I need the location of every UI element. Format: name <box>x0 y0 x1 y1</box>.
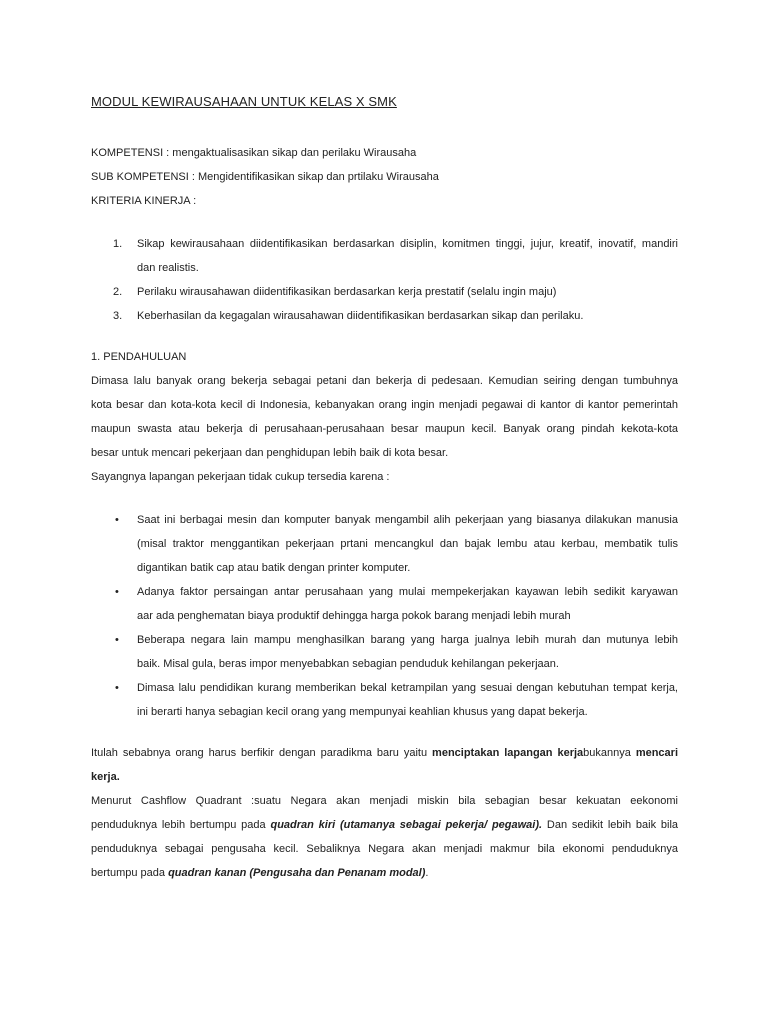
bullet-text: digantikan batik cap atau batik dengan printer komputer. <box>137 562 411 574</box>
emphasis-text: mencari <box>635 747 678 759</box>
cashflow-line: penduduknya sebagai pengusaha kecil. Sebaliknya Negara akan menjadi makmur bila ekonomi penduduknya <box>91 843 678 855</box>
section-heading: 1. PENDAHULUAN <box>91 351 187 363</box>
kriteria-kinerja-line: KRITERIA KINERJA : <box>91 195 197 207</box>
bullet-icon: • <box>115 634 119 646</box>
bullet-text: Saat ini berbagai mesin dan komputer banyak mengambil alih pekerjaan yang biasanya dilakukan manusia <box>137 514 678 526</box>
criteria-item-text: Keberhasilan da kegagalan wirausahawan diidentifikasikan berdasarkan sikap dan perilaku. <box>137 310 584 322</box>
sub-kompetensi-line: SUB KOMPETENSI : Mengidentifikasikan sikap dan prtilaku Wirausaha <box>91 171 439 183</box>
bullet-icon: • <box>115 586 119 598</box>
cashflow-line: Menurut Cashflow Quadrant :suatu Negara akan menjadi miskin bila sebagian besar kekuatan eekonomi <box>91 795 678 807</box>
kompetensi-line: KOMPETENSI : mengaktualisasikan sikap dan perilaku Wirausaha <box>91 147 417 159</box>
cashflow-text: penduduknya lebih bertumpu pada <box>91 819 271 831</box>
bullet-text: Adanya faktor persaingan antar perusahaan yang mulai mempekerjakan kayawan lebih sedikit karyawan <box>137 586 678 598</box>
cashflow-text: . <box>425 867 429 879</box>
emphasis-text: kerja. <box>91 771 120 783</box>
document-title: MODUL KEWIRAUSAHAAN UNTUK KELAS X SMK <box>91 94 397 109</box>
criteria-number: 3. <box>113 310 123 322</box>
criteria-number: 2. <box>113 286 123 298</box>
bullet-icon: • <box>115 682 119 694</box>
cashflow-text: Dan sedikit lebih baik bila <box>542 819 678 831</box>
bullet-text: Beberapa negara lain mampu menghasilkan barang yang harga jualnya lebih murah dan mutunya lebih <box>137 634 678 646</box>
criteria-item-text-continued: dan realistis. <box>137 262 199 274</box>
paragraph-line: maupun swasta atau bekerja di perusahaan-perusahaan besar maupun kecil. Banyak orang pindah kekota-kota <box>91 423 678 435</box>
bullet-icon: • <box>115 514 119 526</box>
criteria-number: 1. <box>113 238 123 250</box>
paragraph-line: kota besar dan kota-kota kecil di Indonesia, kebanyakan orang ingin menjadi pegawai di kantor di kantor pemerintah <box>91 399 678 411</box>
cashflow-line <box>91 866 428 880</box>
bullet-text: baik. Misal gula, beras impor menyebabkan sebagian penduduk kehilangan pekerjaan. <box>137 658 559 670</box>
cashflow-text: bertumpu pada <box>91 867 169 879</box>
sayangnya-line: Sayangnya lapangan pekerjaan tidak cukup tersedia karena : <box>91 471 390 483</box>
paragraph-line: besar untuk mencari pekerjaan dan penghidupan lebih baik di kota besar. <box>91 447 449 459</box>
criteria-item-text: Sikap kewirausahaan diidentifikasikan berdasarkan disiplin, komitmen tinggi, jujur, kreatif, inovatif, mandiri <box>137 238 678 250</box>
bullet-text: Dimasa lalu pendidikan kurang memberikan bekal ketrampilan yang sesuai dengan kebutuhan tempat kerja, <box>137 682 678 694</box>
bullet-text: aar ada penghematan biaya produktif dehingga harga pokok barang menjadi lebih murah <box>137 610 571 622</box>
paragraph-line: Dimasa lalu banyak orang bekerja sebagai petani dan bekerja di pedesaan. Kemudian seiring dengan tumbuhnya <box>91 375 678 387</box>
bullet-text: ini berarti hanya sebagian kecil orang yang mempunyai keahlian khusus yang dapat bekerja. <box>137 706 588 718</box>
itulah-text: bukannya <box>583 747 636 759</box>
bullet-text: (misal traktor menggantikan pekerjaan prtani mencangkul dan bajak lembu atau kerbau, membatik tulis <box>137 538 678 550</box>
emphasis-text: quadran kiri (utamanya sebagai pekerja/ pegawai). <box>270 819 543 831</box>
cashflow-line <box>91 818 678 832</box>
emphasis-text: menciptakan lapangan kerja <box>432 747 584 759</box>
itulah-text: Itulah sebabnya orang harus berfikir dengan paradikma baru yaitu <box>91 747 433 759</box>
emphasis-text: quadran kanan (Pengusaha dan Penanam modal) <box>168 867 426 879</box>
criteria-item-text: Perilaku wirausahawan diidentifikasikan berdasarkan kerja prestatif (selalu ingin maju) <box>137 286 557 298</box>
itulah-line <box>91 746 678 760</box>
itulah-line-continued <box>91 770 120 784</box>
